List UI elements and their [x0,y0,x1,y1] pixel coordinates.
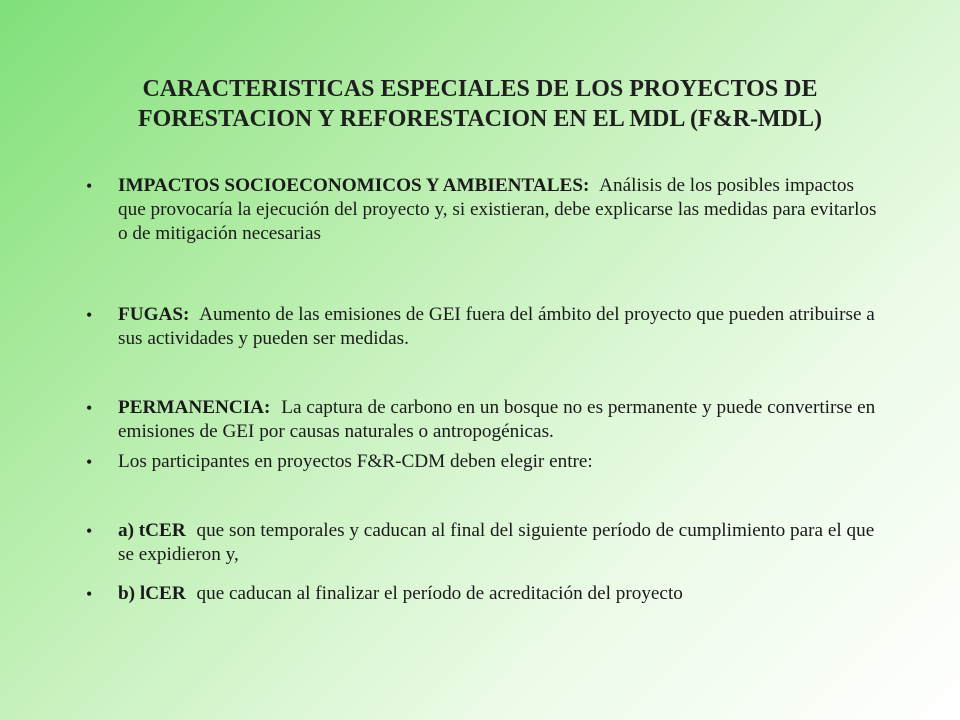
bullet-text: Los participantes en proyectos F&R-CDM deben elegir entre: [118,451,593,472]
bullet-list [86,174,886,606]
bullet-dot-icon: • [86,398,93,418]
bullet-text: que caducan al finalizar el período de acreditación del proyecto [196,583,683,604]
bullet-participantes [86,450,886,474]
bullet-permanencia [86,396,886,444]
bullet-lead: b) lCER [118,583,186,604]
bullet-text: Análisis de los posibles impactos que provocaría la ejecución del proyecto y, si existieran, debe explicarse las medidas para evitarlos o de mitigación necesarias [118,175,877,244]
slide-title [80,74,880,134]
bullet-fugas [86,303,886,351]
bullet-text: Aumento de las emisiones de GEI fuera del ámbito del proyecto que pueden atribuirse a sus actividades y pueden ser medidas. [118,304,875,349]
bullet-dot-icon: • [86,452,93,472]
bullet-lead: IMPACTOS SOCIOECONOMICOS Y AMBIENTALES: [118,175,590,196]
bullet-text: que son temporales y caducan al final del siguiente período de cumplimiento para el que se expidieron y, [118,520,875,565]
bullet-lead: PERMANENCIA: [118,397,271,418]
bullet-dot-icon: • [86,521,93,541]
bullet-lead: a) tCER [118,520,186,541]
bullet-dot-icon: • [86,305,93,325]
bullet-lcer [86,582,886,606]
slide-title-line-1: CARACTERISTICAS ESPECIALES DE LOS PROYECTOS DE [142,76,818,102]
bullet-dot-icon: • [86,176,93,196]
bullet-tcer [86,519,886,567]
slide-title-line-2: FORESTACION Y REFORESTACION EN EL MDL (F&R-MDL) [137,106,823,132]
bullet-lead: FUGAS: [118,304,190,325]
bullet-impactos [86,174,886,246]
bullet-text: La captura de carbono en un bosque no es permanente y puede convertirse en emisiones de GEI por causas naturales o antropogénicas. [118,397,876,442]
bullet-dot-icon: • [86,584,93,604]
